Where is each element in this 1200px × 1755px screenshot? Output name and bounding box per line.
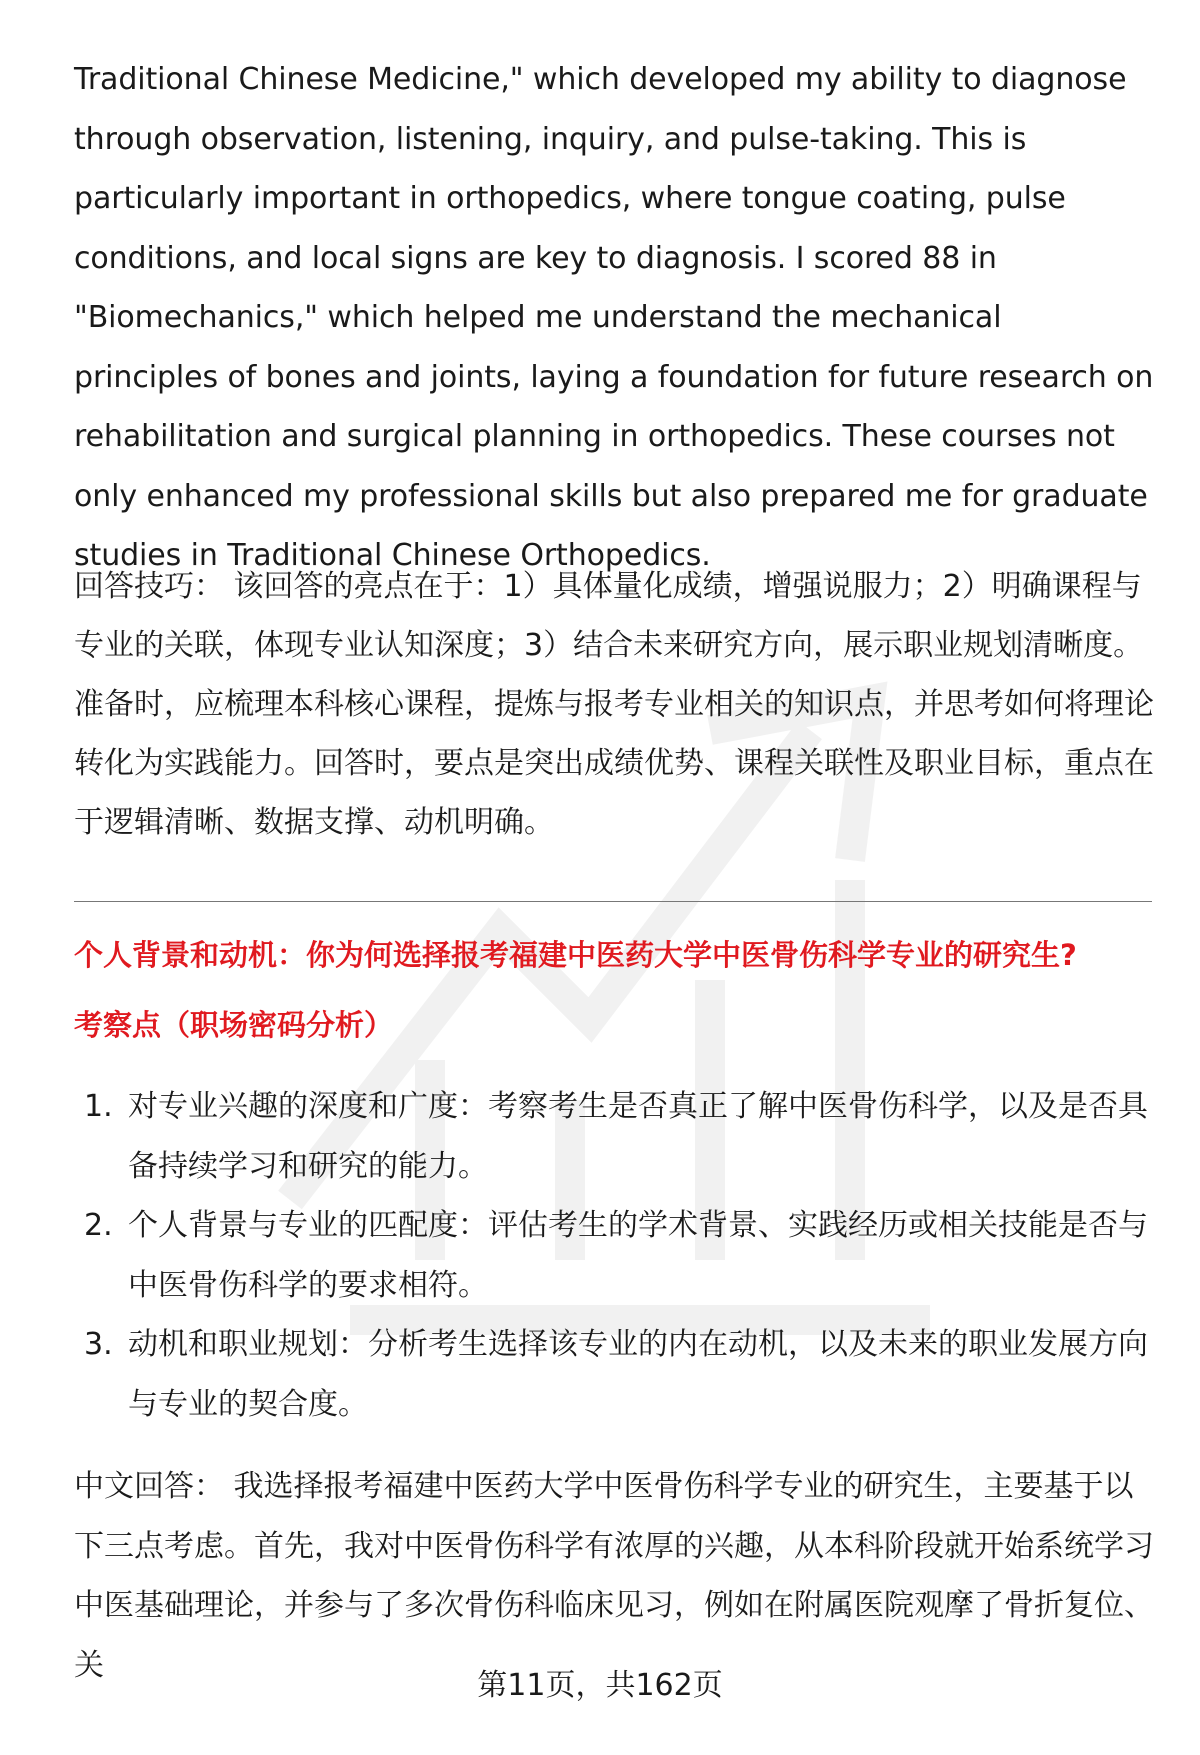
list-item <box>74 1077 1154 1196</box>
answer-tips-paragraph: 回答技巧： 该回答的亮点在于：1）具体量化成绩，增强说服力；2）明确课程与专业的关联，体现专业认知深度；3）结合未来研究方向，展示职业规划清晰度。准备时，应梳理本科核心课程，提炼与报考专业相关的知识点，并思考如何将理论转化为实践能力。回答时，要点是突出成绩优势、课程关联性及职业目标，重点在于逻辑清晰、数据支撑、动机明确。 <box>74 569 1154 840</box>
section-divider <box>74 901 1152 902</box>
list-item-text: 对专业兴趣的深度和广度：考察考生是否真正了解中医骨伤科学，以及是否具备持续学习和研究的能力。 <box>128 1089 1148 1184</box>
list-item <box>74 1315 1154 1434</box>
list-item-text: 个人背景与专业的匹配度：评估考生的学术背景、实践经历或相关技能是否与中医骨伤科学的要求相符。 <box>128 1208 1148 1303</box>
list-item <box>74 1196 1154 1315</box>
list-item-number: 2. <box>84 1208 113 1243</box>
page-number-footer: 第11页，共162页 <box>477 1668 723 1703</box>
assessment-points-list <box>74 1077 1154 1434</box>
english-answer-paragraph: Traditional Chinese Medicine," which developed my ability to diagnose through observation, listening, inquiry, and pulse-taking. This is particularly important in orthopedics, where tongue coating, pulse conditions, and local signs are key to diagnosis. I scored 88 in "Biomechanics," which helped me understand the mechanical principles of bones and joints, laying a foundation for future research on rehabilitation and surgical planning in orthopedics. These courses not only enhanced my professional skills but also prepared me for graduate studies in Traditional Chinese Orthopedics. <box>74 62 1154 573</box>
list-item-text: 动机和职业规划：分析考生选择该专业的内在动机，以及未来的职业发展方向与专业的契合度。 <box>128 1327 1148 1422</box>
assessment-heading: 考察点（职场密码分析） <box>74 1008 394 1042</box>
list-item-number: 1. <box>84 1089 113 1124</box>
chinese-answer-paragraph: 中文回答： 我选择报考福建中医药大学中医骨伤科学专业的研究生，主要基于以下三点考虑。首先，我对中医骨伤科学有浓厚的兴趣，从本科阶段就开始系统学习中医基础理论，并参与了多次骨伤科临床见习，例如在附属医院观摩了骨折复位、关 <box>74 1469 1154 1683</box>
list-item-number: 3. <box>84 1327 113 1362</box>
question-heading: 个人背景和动机：你为何选择报考福建中医药大学中医骨伤科学专业的研究生? <box>74 938 1077 972</box>
